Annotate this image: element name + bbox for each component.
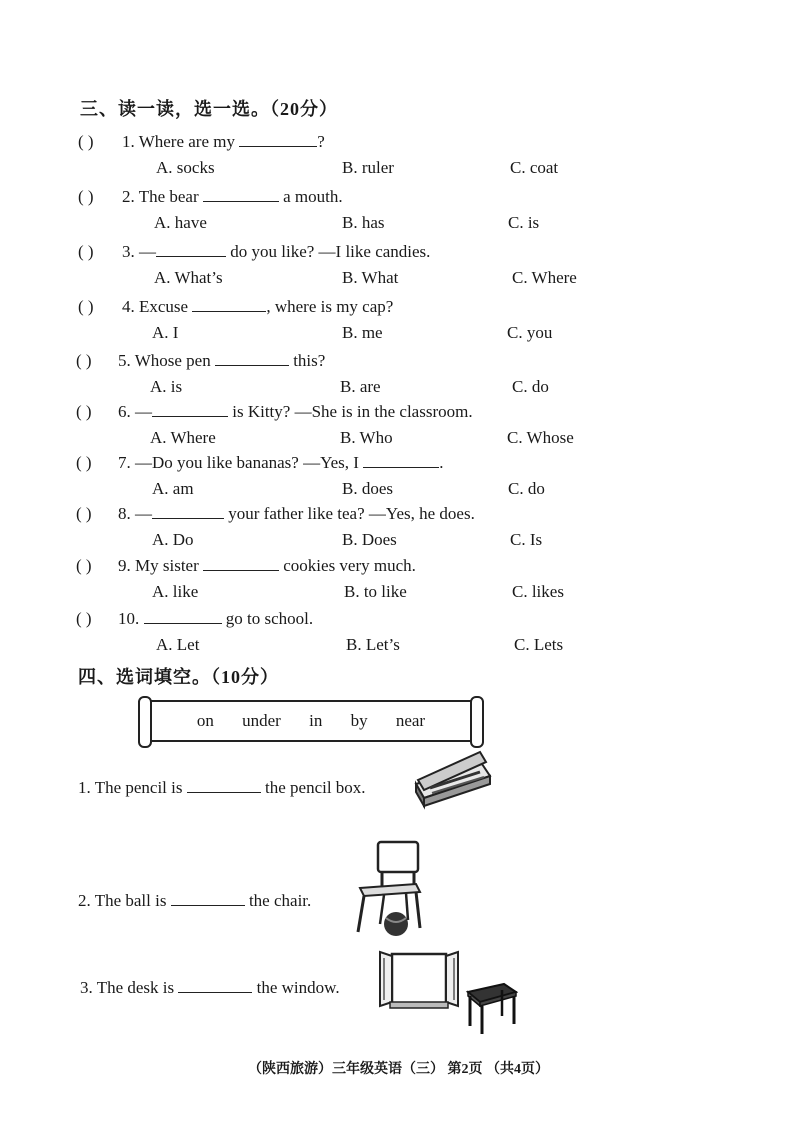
answer-paren[interactable]: ( ) xyxy=(76,504,92,523)
option-b: B. Let’s xyxy=(346,635,400,654)
fill-item-2-before: 2. The ball is xyxy=(78,891,171,910)
option-b: B. does xyxy=(342,479,393,498)
question-stem xyxy=(118,453,443,473)
option-b: B. are xyxy=(340,377,381,396)
option-a: A. socks xyxy=(156,158,215,177)
section3-title: 三、读一读，选一选。（20分） xyxy=(80,99,338,119)
option-a: A. am xyxy=(152,479,194,498)
question-blank xyxy=(203,556,279,571)
question-stem-after: a mouth. xyxy=(278,187,343,206)
option-b: B. Who xyxy=(340,428,393,447)
option-c: C. Is xyxy=(510,530,543,549)
question-stem-before: 6. — xyxy=(118,402,152,421)
fill-item-2 xyxy=(78,891,311,911)
question-blank xyxy=(152,402,228,417)
option-c: C. Whose xyxy=(507,428,574,447)
option-b: B. has xyxy=(342,213,385,232)
option-b: B. What xyxy=(342,268,399,287)
fill-item-1 xyxy=(78,778,366,798)
option-a: A. is xyxy=(150,377,183,396)
fill-blank-1[interactable] xyxy=(187,778,261,793)
question-stem-before: 10. xyxy=(118,609,144,628)
question-stem-before: 2. The bear xyxy=(122,187,203,206)
fill-item-1-before: 1. The pencil is xyxy=(78,778,187,797)
question-stem-before: 5. Whose pen xyxy=(118,351,215,370)
option-c: C. do xyxy=(512,377,549,396)
question-stem xyxy=(118,351,325,371)
question-stem xyxy=(118,504,475,524)
question-stem xyxy=(118,402,473,422)
option-b: B. to like xyxy=(344,582,407,601)
answer-paren[interactable]: ( ) xyxy=(76,453,92,472)
question-stem xyxy=(122,242,430,262)
word-bank-scroll xyxy=(146,700,476,742)
question-stem-after: go to school. xyxy=(221,609,314,628)
section4-title: 四、选词填空。（10分） xyxy=(78,667,279,687)
answer-paren[interactable]: ( ) xyxy=(76,556,92,575)
question-stem xyxy=(122,297,393,317)
option-c: C. Where xyxy=(512,268,577,287)
option-b: B. Does xyxy=(342,530,397,549)
option-a: A. Let xyxy=(156,635,200,654)
question-stem-after: your father like tea? —Yes, he does. xyxy=(224,504,475,523)
word-under: under xyxy=(242,711,281,730)
pencil-box-icon xyxy=(410,748,494,810)
question-stem-before: 7. —Do you like bananas? —Yes, I xyxy=(118,453,364,472)
option-a: A. Do xyxy=(152,530,194,549)
question-stem-after: . xyxy=(439,453,444,472)
fill-item-2-after: the chair. xyxy=(244,891,312,910)
question-stem-after: do you like? —I like candies. xyxy=(226,242,431,261)
question-blank xyxy=(215,351,289,366)
question-blank xyxy=(156,242,226,257)
option-c: C. Lets xyxy=(514,635,564,654)
option-a: A. Where xyxy=(150,428,216,447)
option-b: B. ruler xyxy=(342,158,394,177)
option-c: C. do xyxy=(508,479,545,498)
question-stem-after: is Kitty? —She is in the classroom. xyxy=(228,402,473,421)
question-stem xyxy=(118,556,416,576)
question-blank xyxy=(239,132,317,147)
answer-paren[interactable]: ( ) xyxy=(76,351,92,370)
fill-item-1-after: the pencil box. xyxy=(260,778,366,797)
word-near: near xyxy=(395,711,426,730)
fill-item-3 xyxy=(80,978,340,998)
option-a: A. have xyxy=(154,213,207,232)
question-stem-after: , where is my cap? xyxy=(266,297,394,316)
question-stem-before: 1. Where are my xyxy=(122,132,240,151)
question-stem-before: 8. — xyxy=(118,504,152,523)
question-stem xyxy=(118,609,313,629)
question-stem-before: 9. My sister xyxy=(118,556,203,575)
option-c: C. is xyxy=(508,213,540,232)
question-blank xyxy=(144,609,222,624)
question-stem-before: 4. Excuse xyxy=(122,297,193,316)
question-blank xyxy=(152,504,224,519)
question-stem-after: ? xyxy=(317,132,325,151)
fill-blank-2[interactable] xyxy=(171,891,245,906)
word-by: by xyxy=(350,711,368,730)
word-in: in xyxy=(309,711,323,730)
answer-paren[interactable]: ( ) xyxy=(78,187,94,206)
question-blank xyxy=(363,453,439,468)
word-bank xyxy=(148,711,474,731)
answer-paren[interactable]: ( ) xyxy=(76,609,92,628)
option-c: C. you xyxy=(507,323,553,342)
fill-item-3-before: 3. The desk is xyxy=(80,978,179,997)
window-icon xyxy=(378,950,460,1010)
question-stem-before: 3. — xyxy=(122,242,156,261)
option-c: C. likes xyxy=(512,582,564,601)
question-blank xyxy=(192,297,266,312)
option-a: A. What’s xyxy=(154,268,223,287)
option-a: A. I xyxy=(152,323,179,342)
question-stem xyxy=(122,132,325,152)
option-a: A. like xyxy=(152,582,199,601)
fill-blank-3[interactable] xyxy=(178,978,252,993)
word-on: on xyxy=(196,711,214,730)
chair-icon xyxy=(354,840,426,940)
fill-item-3-after: the window. xyxy=(252,978,340,997)
desk-icon xyxy=(464,980,518,1036)
page-footer: （陕西旅游）三年级英语（三） 第2页 （共4页） xyxy=(248,1062,549,1077)
question-blank xyxy=(203,187,279,202)
option-c: C. coat xyxy=(510,158,559,177)
answer-paren[interactable]: ( ) xyxy=(76,402,92,421)
question-stem-after: this? xyxy=(288,351,326,370)
question-stem xyxy=(122,187,343,207)
option-b: B. me xyxy=(342,323,383,342)
answer-paren[interactable]: ( ) xyxy=(78,132,94,151)
question-stem-after: cookies very much. xyxy=(279,556,416,575)
answer-paren[interactable]: ( ) xyxy=(78,297,94,316)
answer-paren[interactable]: ( ) xyxy=(78,242,94,261)
